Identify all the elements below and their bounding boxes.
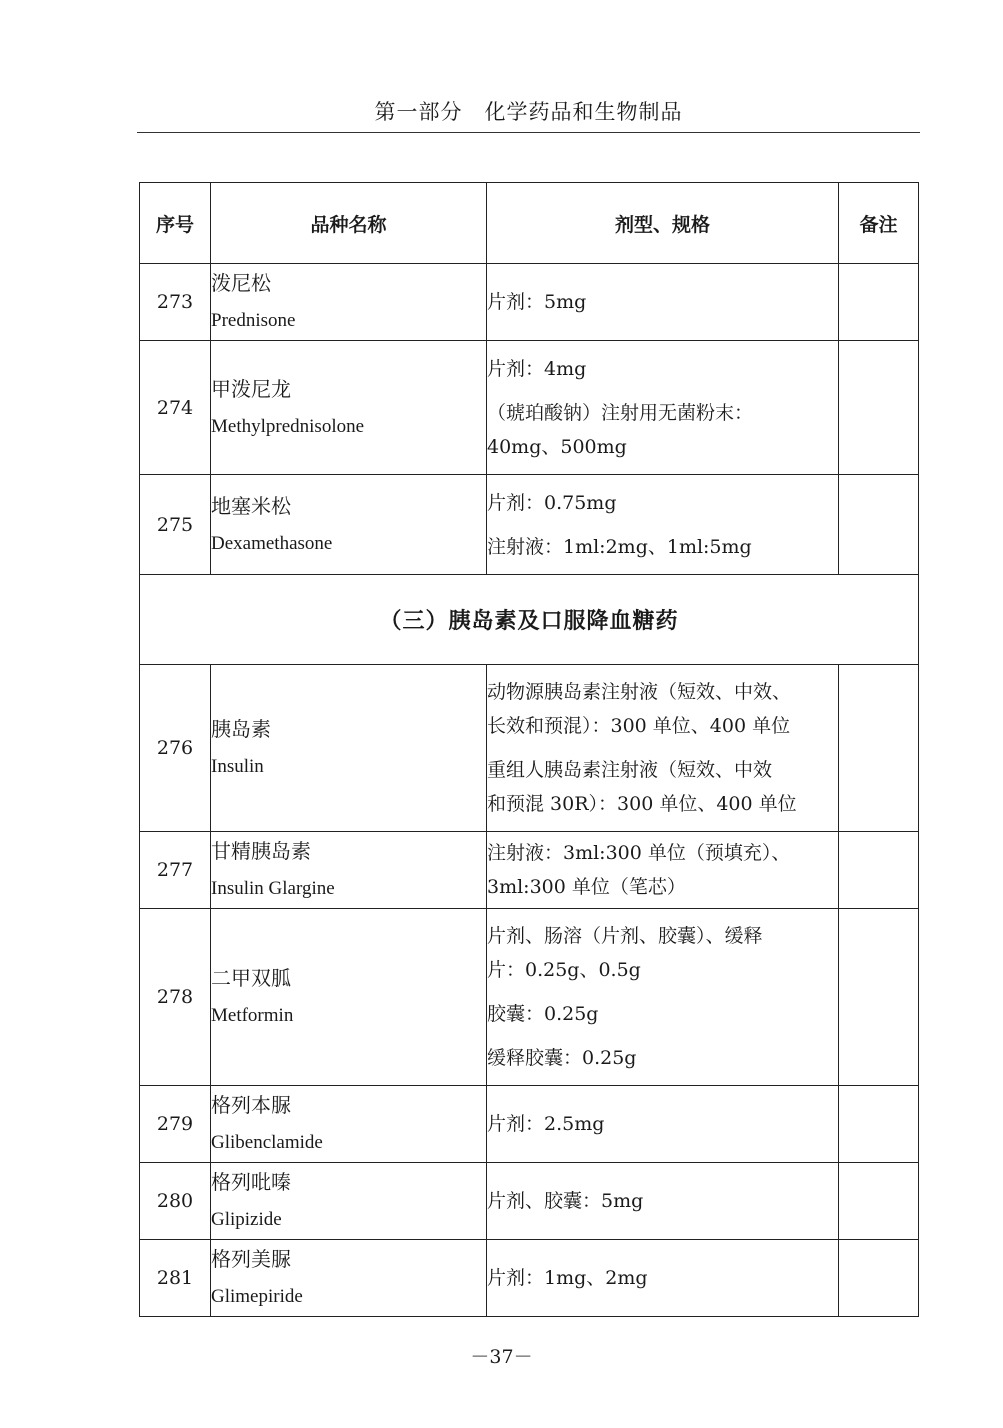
page-header-title: 第一部分 化学药品和生物制品 bbox=[137, 92, 920, 133]
spec-line: 注射液：1ml:2mg、1ml:5mg bbox=[487, 535, 752, 558]
drug-name-en: Metformin bbox=[211, 1005, 294, 1026]
drug-name-cell bbox=[211, 1163, 487, 1240]
note-cell bbox=[839, 341, 919, 475]
drug-name-en: Prednisone bbox=[211, 310, 296, 331]
note-cell bbox=[839, 264, 919, 341]
spec-line: 和预混 30R）：300 单位、400 单位 bbox=[487, 793, 797, 815]
drug-name-zh: 格列美脲 bbox=[211, 1247, 291, 1271]
note-cell bbox=[839, 909, 919, 1086]
table-row bbox=[140, 665, 919, 832]
row-number: 273 bbox=[140, 264, 211, 341]
spec-line: 40mg、500mg bbox=[487, 435, 627, 458]
spec-line: 片剂、胶囊：5mg bbox=[487, 1190, 644, 1212]
table-row bbox=[140, 1086, 919, 1163]
row-number: 279 bbox=[140, 1086, 211, 1163]
row-number: 275 bbox=[140, 475, 211, 575]
drug-name-cell bbox=[211, 341, 487, 475]
note-cell bbox=[839, 1163, 919, 1240]
row-number: 277 bbox=[140, 832, 211, 909]
drug-spec-cell bbox=[487, 264, 839, 341]
drug-name-en: Dexamethasone bbox=[211, 532, 333, 554]
spec-line: 片剂：5mg bbox=[487, 291, 587, 313]
note-cell bbox=[839, 832, 919, 909]
drug-name-zh: 泼尼松 bbox=[211, 271, 271, 295]
drug-spec-cell bbox=[487, 341, 839, 475]
note-cell bbox=[839, 475, 919, 575]
drug-list-table bbox=[139, 182, 919, 1317]
drug-spec-cell bbox=[487, 665, 839, 832]
drug-name-en: Methylprednisolone bbox=[211, 415, 365, 437]
spec-line: 胶囊：0.25g bbox=[487, 1003, 599, 1025]
table-row bbox=[140, 264, 919, 341]
column-header-spec: 剂型、规格 bbox=[487, 183, 839, 264]
section-row bbox=[140, 575, 919, 665]
spec-line: （琥珀酸钠）注射用无菌粉末： bbox=[487, 401, 754, 424]
row-number: 274 bbox=[140, 341, 211, 475]
spec-line: 片剂：2.5mg bbox=[487, 1113, 605, 1135]
spec-line: 缓释胶囊：0.25g bbox=[487, 1047, 637, 1069]
drug-name-zh: 地塞米松 bbox=[211, 493, 291, 518]
note-cell bbox=[839, 1240, 919, 1317]
drug-spec-cell bbox=[487, 909, 839, 1086]
drug-name-zh: 甘精胰岛素 bbox=[211, 839, 311, 863]
table-row bbox=[140, 1240, 919, 1317]
drug-name-cell bbox=[211, 1086, 487, 1163]
spec-line: 片剂：1mg、2mg bbox=[487, 1267, 648, 1289]
drug-name-cell bbox=[211, 665, 487, 832]
drug-spec-cell bbox=[487, 475, 839, 575]
section-title: （三）胰岛素及口服降血糖药 bbox=[140, 575, 919, 665]
spec-line: 片剂：0.75mg bbox=[487, 491, 617, 514]
row-number: 276 bbox=[140, 665, 211, 832]
table-header-row bbox=[140, 183, 919, 264]
note-cell bbox=[839, 1086, 919, 1163]
drug-name-cell bbox=[211, 832, 487, 909]
drug-spec-cell bbox=[487, 832, 839, 909]
spec-line: 3ml:300 单位（笔芯） bbox=[487, 876, 686, 898]
drug-name-cell bbox=[211, 264, 487, 341]
drug-spec-cell bbox=[487, 1240, 839, 1317]
column-header-note: 备注 bbox=[839, 183, 919, 264]
drug-name-en: Insulin bbox=[211, 756, 264, 777]
drug-spec-cell bbox=[487, 1086, 839, 1163]
table-row bbox=[140, 475, 919, 575]
drug-name-zh: 甲泼尼龙 bbox=[211, 376, 291, 401]
spec-line: 片剂：4mg bbox=[487, 357, 587, 380]
column-header-name: 品种名称 bbox=[211, 183, 487, 264]
spec-line: 注射液：3ml:300 单位（预填充）、 bbox=[487, 842, 791, 864]
drug-name-cell bbox=[211, 475, 487, 575]
drug-name-en: Glibenclamide bbox=[211, 1132, 323, 1153]
spec-line: 动物源胰岛素注射液（短效、中效、 bbox=[487, 681, 792, 703]
note-cell bbox=[839, 665, 919, 832]
drug-name-zh: 二甲双胍 bbox=[211, 966, 291, 990]
spec-line: 重组人胰岛素注射液（短效、中效 bbox=[487, 759, 773, 781]
drug-name-en: Insulin Glargine bbox=[211, 878, 335, 899]
spec-line: 长效和预混）：300 单位、400 单位 bbox=[487, 715, 791, 737]
page-number: －37－ bbox=[470, 1346, 533, 1368]
row-number: 278 bbox=[140, 909, 211, 1086]
drug-spec-cell bbox=[487, 1163, 839, 1240]
drug-name-zh: 格列本脲 bbox=[211, 1093, 291, 1117]
drug-name-cell bbox=[211, 1240, 487, 1317]
spec-line: 片剂、肠溶（片剂、胶囊）、缓释 bbox=[487, 925, 763, 947]
drug-name-en: Glipizide bbox=[211, 1209, 282, 1230]
drug-name-zh: 胰岛素 bbox=[211, 717, 271, 741]
row-number: 281 bbox=[140, 1240, 211, 1317]
table-row bbox=[140, 341, 919, 475]
table-row bbox=[140, 832, 919, 909]
drug-name-en: Glimepiride bbox=[211, 1286, 303, 1307]
drug-name-zh: 格列吡嗪 bbox=[211, 1170, 291, 1194]
spec-line: 片：0.25g、0.5g bbox=[487, 959, 641, 981]
drug-name-cell bbox=[211, 909, 487, 1086]
table-row bbox=[140, 909, 919, 1086]
column-header-number: 序号 bbox=[140, 183, 211, 264]
row-number: 280 bbox=[140, 1163, 211, 1240]
table-row bbox=[140, 1163, 919, 1240]
